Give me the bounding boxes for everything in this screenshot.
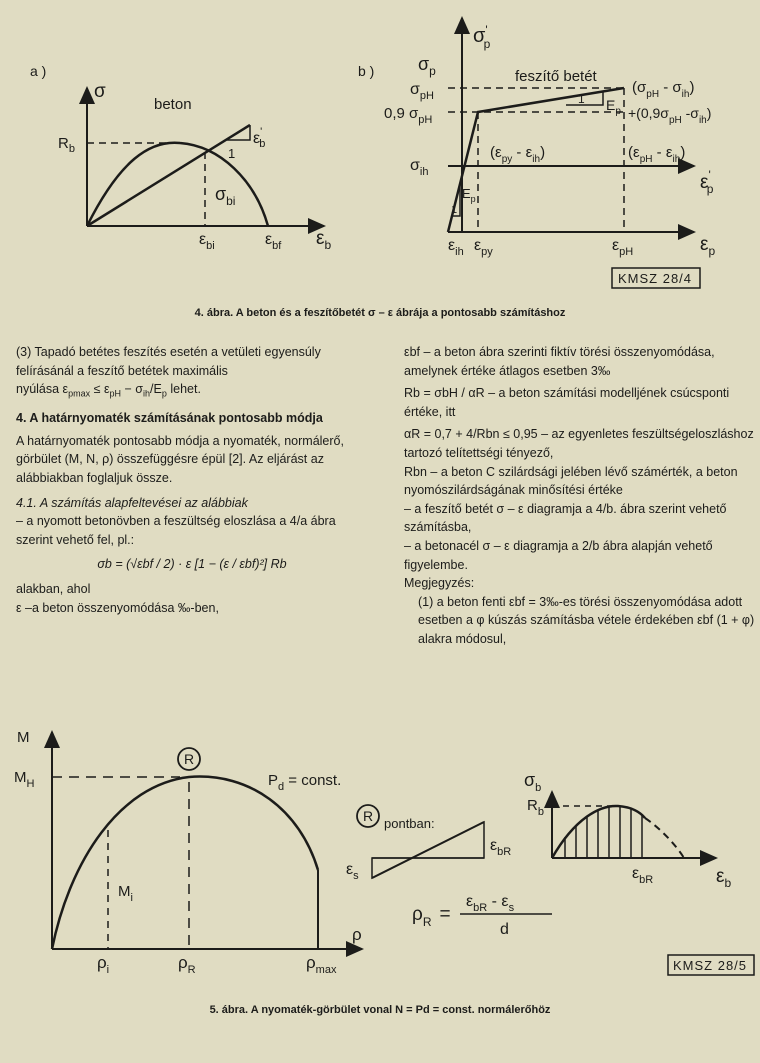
definition-ebf: εbf – a beton ábra szerinti fiktív törési összenyomódása, amelynek értéke átlagos esetben 3‰ — [404, 345, 715, 378]
fig4b-sih-label: $\sigma_{ih}$ — [410, 157, 429, 178]
figure-5-caption: 5. ábra. A nyomaték-görbület vonal N = Pd = const. normálerőhöz — [209, 1004, 551, 1016]
fig5-rho-r-label: $\rho_R$ — [178, 953, 196, 976]
bullet-rebar: – a betonacél σ – ε diagramja a 2/b ábra alapján vehető figyelembe. — [404, 538, 713, 572]
paragraph-3: (3) Tapadó betétes feszítés esetén a vetületi egyensúly felírásánál a feszítő betétek maximális — [16, 345, 321, 378]
section-heading: 4. A határnyomaték számításának pontosabb módja — [16, 411, 323, 426]
fig5-rho-i-label: $\rho_i$ — [97, 953, 110, 976]
fig4b-right-mid-label: $+(0,9\sigma_{pH}$ $-\sigma_{ih}$) — [628, 105, 712, 126]
fig4b-curve-label: feszítő betét — [515, 68, 597, 85]
paragraph-alakban: alakban, ahol — [16, 582, 91, 597]
fig4a-x-label: $\varepsilon_b$ — [316, 228, 332, 252]
fig4b-one-upper-label: 1 — [578, 92, 585, 106]
fig4a-rb-label: $R_b$ — [58, 135, 75, 155]
fig4a-sigma-bi-label: $\sigma_{bi}$ — [215, 184, 236, 208]
fig5-mi-label: $M_i$ — [118, 883, 133, 904]
figure-4 — [0, 0, 760, 300]
fig4a-label: a ) — [30, 63, 47, 79]
fig4b-sph-label: $\sigma_{pH}$ — [410, 81, 434, 102]
fig4b-mid-left-label: $(\varepsilon_{py} - \varepsilon_{ih})$ — [490, 144, 546, 165]
fig4a-eb-label: ε' b — [253, 126, 266, 150]
fig4b-09sph-label: 0,9 $\sigma_{pH}$ — [384, 105, 433, 126]
fig4a-concrete-curve — [87, 143, 268, 226]
definition-alpha: αR = 0,7 + 4/Rbn ≤ 0,95 – az egyenletes feszültségeloszláshoz tartozó telítettségi tényező, — [404, 427, 754, 460]
fig4b-x-lower-label: $\varepsilon_p$ — [700, 234, 716, 258]
fig5-concrete-dashed — [645, 818, 684, 858]
fig5-pd-label: $P_d$ = const. — [268, 772, 342, 793]
figure-5 — [0, 700, 760, 990]
fig4b-mid-right-label: $(\varepsilon_{pH} - \varepsilon_{ih})$ — [628, 144, 686, 165]
fig5-rho-r-eq-num: $\varepsilon_{bR} - \varepsilon_s$ — [466, 893, 515, 914]
fig5-rho-r-eq-den: d — [500, 921, 509, 938]
definition-rbn: Rbn – a beton C szilárdsági jelében lévő számérték, a beton nyomószilárdságának minősítési értéke — [404, 464, 738, 498]
fig4b-eps-ih-label: $\varepsilon_{ih}$ — [448, 237, 464, 258]
fig4-tag: KMSZ 28/4 — [618, 271, 693, 286]
fig4b-ep-lower-label: $E_p$ — [462, 186, 476, 204]
right-column — [404, 343, 756, 649]
definition-rb: Rb = σbH / αR – a beton számítási modelljének csúcsponti értéke, itt — [404, 386, 730, 419]
fig4b-one-lower-label: 1 — [451, 204, 458, 216]
fig4b-ep-upper-label: $E_p$ — [606, 97, 621, 117]
fig5-point-r-label: R — [184, 751, 195, 767]
fig5-ebr-label: $\varepsilon_{bR}$ — [490, 837, 512, 858]
fig5-sig-axis-label: $\sigma_b$ — [524, 770, 542, 794]
stress-equation: σb = (√εbf / 2) · ε [1 − (ε / εbf)²] Rb — [97, 557, 287, 572]
fig5-es-label: $\varepsilon_s$ — [346, 861, 359, 882]
fig4a-eps-bf-label: $\varepsilon_{bf}$ — [265, 231, 282, 252]
fig4b-x-upper-label: ε' p — [700, 168, 714, 196]
fig5-m-label: M — [17, 729, 30, 746]
fig4b-right-top-label: $(\sigma_{pH} - \sigma_{ih})$ — [632, 79, 695, 100]
fig4a-eps-bi-label: $\varepsilon_{bi}$ — [199, 231, 215, 252]
fig5-moment-curvature-curve — [52, 777, 318, 949]
fig5-hatch-lines — [565, 806, 642, 858]
fig5-rho-r-eq-lhs: $\rho_R$ = — [412, 904, 451, 929]
fig4b-eps-py-label: $\varepsilon_{py}$ — [474, 237, 493, 258]
subsection-heading: 4.1. A számítás alapfeltevései az alábbiak — [16, 495, 248, 510]
bullet-1: – a nyomott betonövben a feszültség eloszlása a 4/a ábra szerint vehető fel, pl.: — [16, 514, 336, 547]
fig5-pontban-r-label: R — [363, 808, 374, 824]
fig4b-y-label-top: σ' p — [473, 23, 491, 51]
fig5-rho-max-label: $\rho_{max}$ — [306, 953, 337, 976]
fig4b-y-label-left: $\sigma_p$ — [418, 54, 436, 78]
note-title: Megjegyzés: — [404, 576, 475, 591]
fig5-ebr2-label: $\varepsilon_{bR}$ — [632, 865, 654, 886]
paragraph-3-formula: nyúlása $\varepsilon_{pmax} \le \varepsilon_{pH} - \sigma_{ih}/E_p$ lehet. — [16, 382, 201, 399]
definition-epsilon: ε –a beton összenyomódása ‰-ben, — [16, 600, 219, 615]
fig4b-label: b ) — [358, 63, 375, 79]
bullet-steel-tendon: – a feszítő betét σ – ε diagramja a 4/b. ábra szerint vehető számításba, — [404, 501, 727, 535]
fig5-rho-axis-label: ρ — [352, 925, 362, 944]
paragraph-intro: A határnyomaték pontosabb módja a nyomaték, normálerő, görbület (M, N, ρ) összefüggésre épül [2]. Az eljárást az alábbiakban foglaljuk össze. — [16, 433, 344, 486]
fig4a-y-label: σ — [94, 81, 106, 102]
fig5-tag: KMSZ 28/5 — [673, 958, 748, 973]
fig5-pontban-label: pontban: — [384, 816, 435, 831]
figure-4-caption: 4. ábra. A beton és a feszítőbetét σ – ε ábrája a pontosabb számításhoz — [194, 307, 566, 319]
left-column — [16, 343, 368, 617]
fig4a-secant-line — [87, 125, 250, 226]
fig5-rb-label: $R_b$ — [527, 797, 544, 818]
fig5-eb-axis-label: $\varepsilon_b$ — [716, 866, 732, 890]
fig4a-beton-label: beton — [154, 96, 192, 113]
fig4b-eps-ph-label: $\varepsilon_{pH}$ — [612, 237, 634, 258]
fig4a-one-label: 1 — [228, 146, 236, 161]
fig5-mh-label: $M_H$ — [14, 769, 35, 790]
note-1: (1) a beton fenti εbf = 3‰-es törési összenyomódása adott esetben a φ kúszás számításba vétele érdekében εbf (1 + φ) alakra módosul, — [418, 594, 755, 646]
